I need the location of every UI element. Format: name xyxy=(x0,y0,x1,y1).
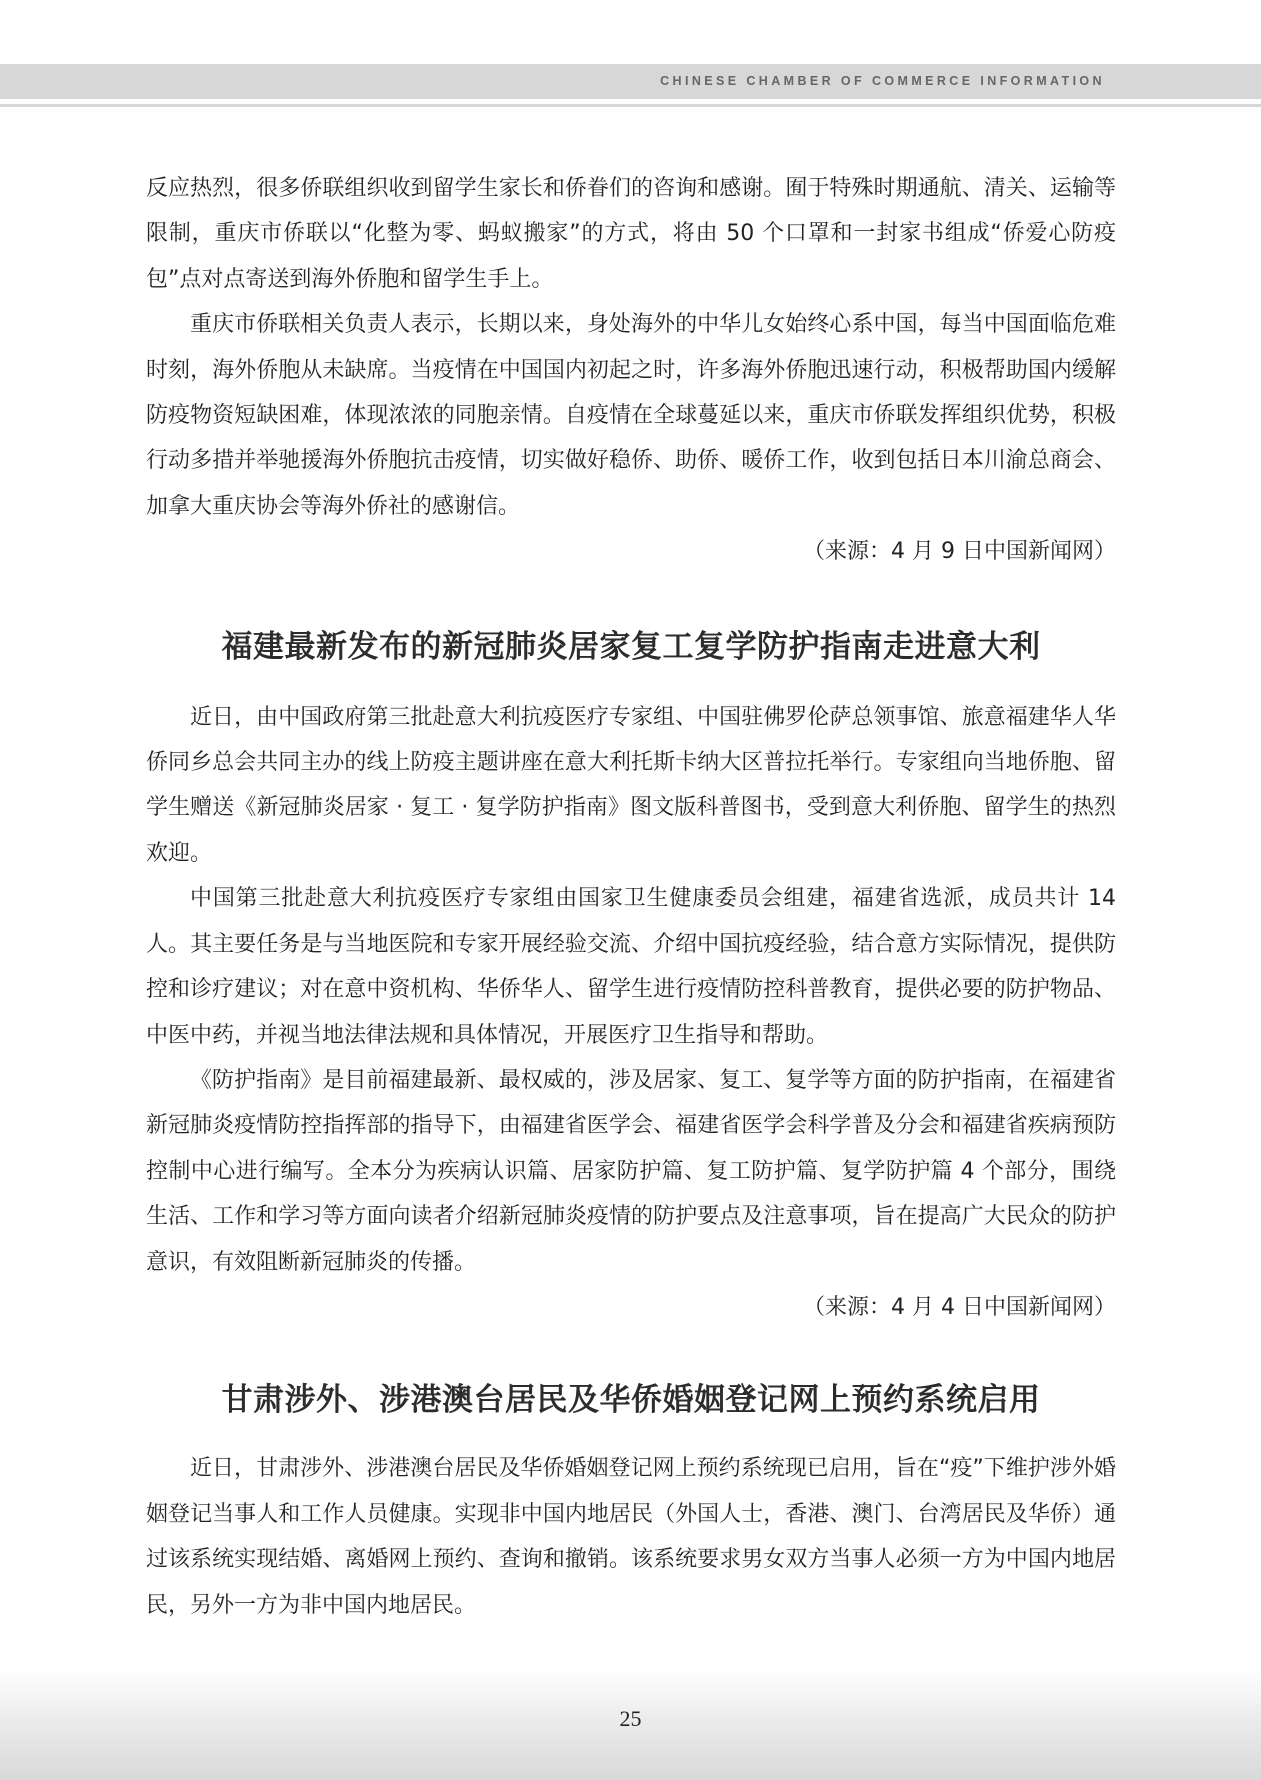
paragraph: 《防护指南》是目前福建最新、最权威的，涉及居家、复工、复学等方面的防护指南，在福建省新冠肺炎疫情防控指挥部的指导下，由福建省医学会、福建省医学会科学普及分会和福建省疾病预防控制中心进行编写。全本分为疾病认识篇、居家防护篇、复工防护篇、复学防护篇 4 个部分，围绕生活、工作和学习等方面向读者介绍新冠肺炎疫情的防护要点及注意事项，旨在提高广大民众的防护意识，有效阻断新冠肺炎的传播。 xyxy=(146,1067,1116,1275)
running-header: CHINESE CHAMBER OF COMMERCE INFORMATION xyxy=(660,74,1105,88)
source-note: （来源：4 月 9 日中国新闻网） xyxy=(803,539,1116,565)
title-spacer xyxy=(146,669,1116,695)
header-rule xyxy=(0,104,1261,107)
page-content xyxy=(146,166,1116,1628)
section-spacer xyxy=(146,575,1116,625)
page-number: 25 xyxy=(619,1706,642,1731)
article-fujian-guide xyxy=(146,625,1116,1331)
source-note: （来源：4 月 4 日中国新闻网） xyxy=(803,1294,1116,1320)
article-title: 甘肃涉外、涉港澳台居民及华侨婚姻登记网上预约系统启用 xyxy=(221,1382,1041,1419)
article-gansu-registration xyxy=(146,1378,1116,1628)
paragraph: 中国第三批赴意大利抗疫医疗专家组由国家卫生健康委员会组建，福建省选派，成员共计 14 人。其主要任务是与当地医院和专家开展经验交流、介绍中国抗疫经验，结合意方实际情况，提供防控和诊疗建议；对在意中资机构、华侨华人、留学生进行疫情防控科普教育，提供必要的防护物品、中医中药，并视当地法律法规和具体情况，开展医疗卫生指导和帮助。 xyxy=(146,886,1116,1048)
paragraph: 重庆市侨联相关负责人表示，长期以来，身处海外的中华儿女始终心系中国，每当中国面临危难时刻，海外侨胞从未缺席。当疫情在中国国内初起之时，许多海外侨胞迅速行动，积极帮助国内缓解防疫物资短缺困难，体现浓浓的同胞亲情。自疫情在全球蔓延以来，重庆市侨联发挥组织优势，积极行动多措并举驰援海外侨胞抗击疫情，切实做好稳侨、助侨、暖侨工作，收到包括日本川渝总商会、加拿大重庆协会等海外侨社的感谢信。 xyxy=(146,312,1116,519)
paragraph: 反应热烈，很多侨联组织收到留学生家长和侨眷们的咨询和感谢。囿于特殊时期通航、清关、运输等限制，重庆市侨联以“化整为零、蚂蚁搬家”的方式，将由 50 个口罩和一封家书组成“侨爱心防疫包”点对点寄送到海外侨胞和留学生手上。 xyxy=(146,176,1116,292)
article-chongqing-continued xyxy=(146,166,1116,575)
article-title: 福建最新发布的新冠肺炎居家复工复学防护指南走进意大利 xyxy=(221,628,1041,665)
paragraph: 近日，甘肃涉外、涉港澳台居民及华侨婚姻登记网上预约系统现已启用，旨在“疫”下维护涉外婚姻登记当事人和工作人员健康。实现非中国内地居民（外国人士，香港、澳门、台湾居民及华侨）通过该系统实现结婚、离婚网上预约、查询和撤销。该系统要求男女双方当事人必须一方为中国内地居民，另外一方为非中国内地居民。 xyxy=(146,1456,1116,1618)
section-spacer xyxy=(146,1330,1116,1378)
title-spacer xyxy=(146,1422,1116,1446)
paragraph: 近日，由中国政府第三批赴意大利抗疫医疗专家组、中国驻佛罗伦萨总领事馆、旅意福建华人华侨同乡总会共同主办的线上防疫主题讲座在意大利托斯卡纳大区普拉托举行。专家组向当地侨胞、留学生赠送《新冠肺炎居家 · 复工 · 复学防护指南》图文版科普图书，受到意大利侨胞、留学生的热烈欢迎。 xyxy=(146,704,1116,866)
